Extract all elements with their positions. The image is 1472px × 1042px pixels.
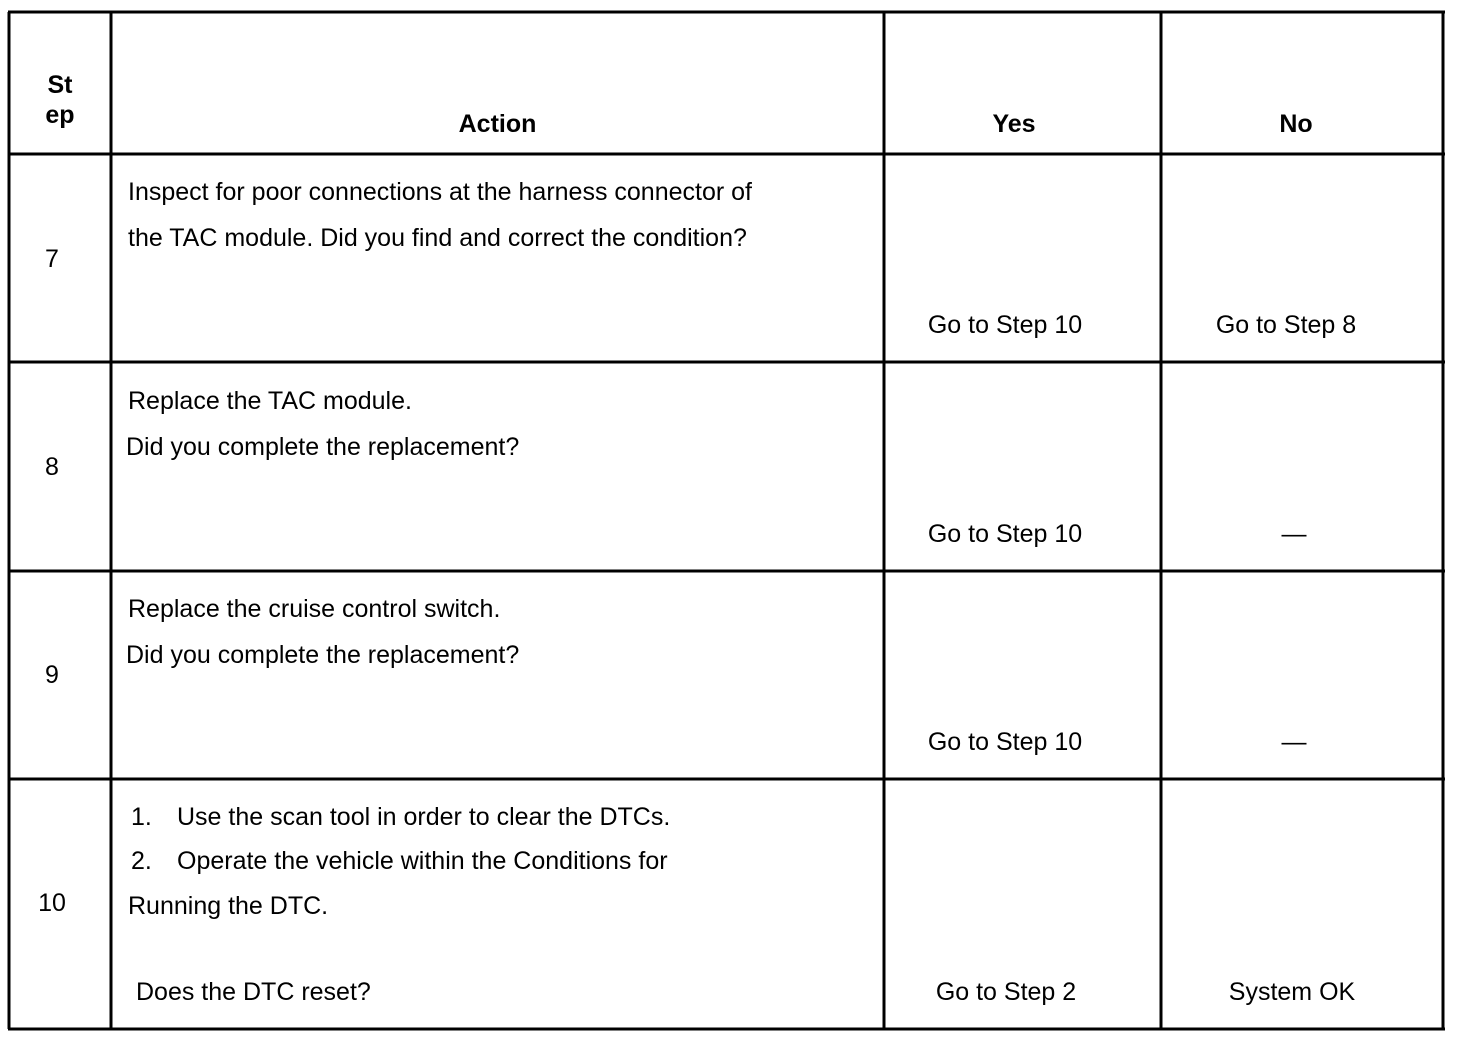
step-number: 9	[45, 661, 59, 689]
action-line: Replace the TAC module.	[128, 387, 412, 415]
header-step	[9, 70, 111, 130]
action-question: Does the DTC reset?	[136, 978, 371, 1006]
step-number: 7	[45, 245, 59, 273]
step-number: 8	[45, 453, 59, 481]
yes-result: Go to Step 10	[927, 520, 1083, 548]
header-yes: Yes	[992, 110, 1036, 138]
no-result: —	[1281, 728, 1307, 756]
action-continuation: Running the DTC.	[128, 892, 329, 920]
header-step-line2: ep	[45, 101, 75, 129]
action-item-number: 1.	[131, 803, 152, 831]
yes-result: Go to Step 10	[927, 728, 1083, 756]
header-action: Action	[458, 110, 537, 138]
action-line: the TAC module. Did you find and correct the condition?	[128, 224, 747, 252]
action-line: Inspect for poor connections at the harness connector of	[128, 178, 752, 206]
action-item-text: Operate the vehicle within the Conditions for	[177, 847, 668, 875]
header-no: No	[1279, 110, 1313, 138]
action-item-text: Use the scan tool in order to clear the DTCs.	[177, 803, 671, 831]
action-line: Did you complete the replacement?	[126, 641, 520, 669]
no-result: Go to Step 8	[1215, 311, 1357, 339]
header-step-line1: St	[47, 71, 73, 99]
yes-result: Go to Step 2	[935, 978, 1077, 1006]
action-line: Did you complete the replacement?	[126, 433, 520, 461]
no-result: —	[1281, 520, 1307, 548]
step-number: 10	[38, 889, 66, 917]
no-result: System OK	[1228, 978, 1356, 1006]
action-item-number: 2.	[131, 847, 152, 875]
yes-result: Go to Step 10	[927, 311, 1083, 339]
action-line: Replace the cruise control switch.	[128, 595, 501, 623]
